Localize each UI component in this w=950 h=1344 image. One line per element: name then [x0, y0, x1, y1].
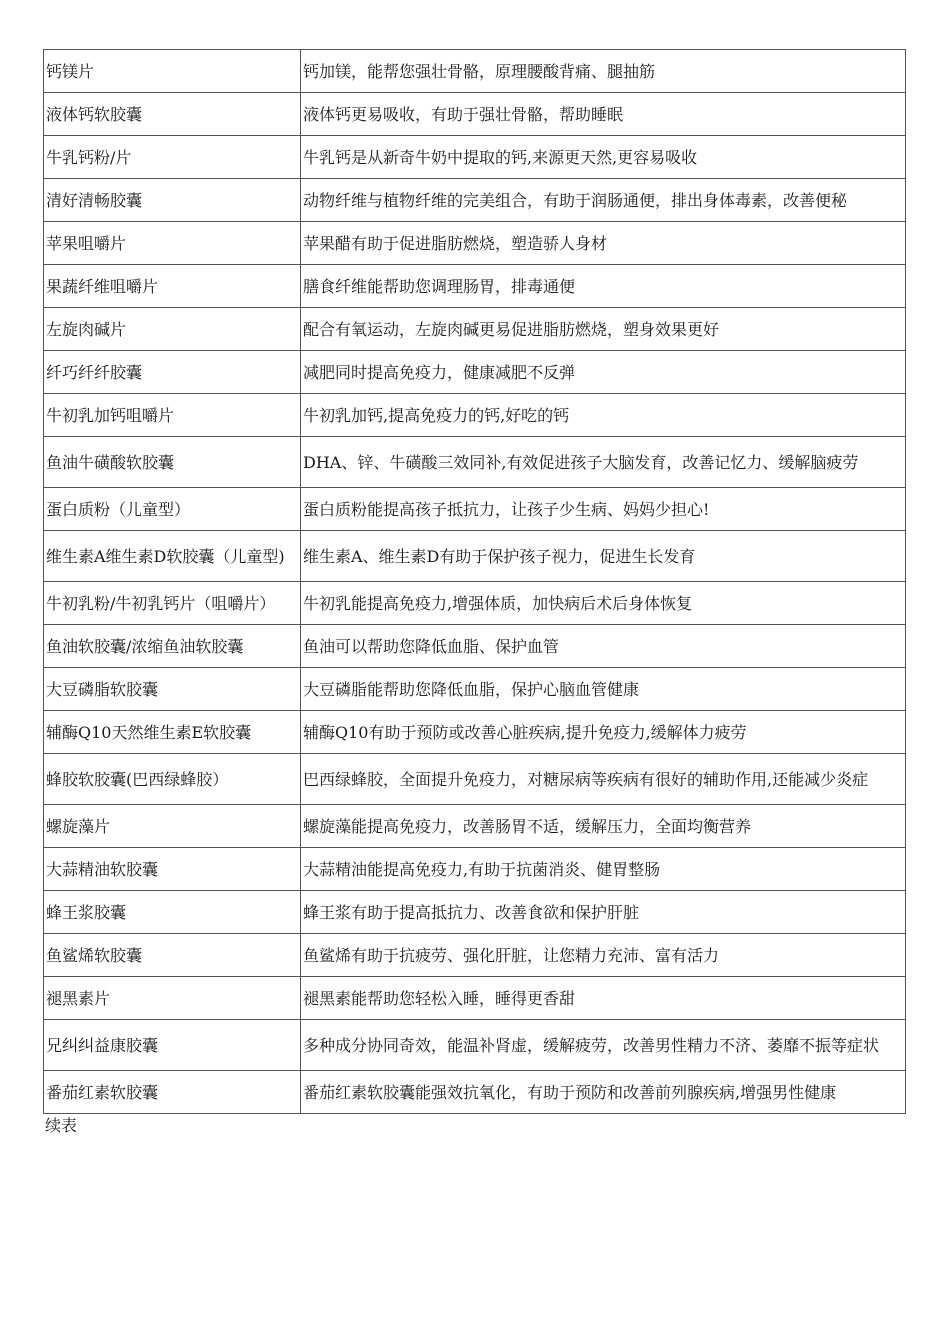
- table-row: [44, 625, 906, 668]
- table-row: [44, 891, 906, 934]
- product-name-cell: 苹果咀嚼片: [44, 222, 301, 265]
- table-row: [44, 934, 906, 977]
- product-description-cell: 膳食纤维能帮助您调理肠胃，排毒通便: [301, 265, 906, 308]
- product-name-cell: 辅酶Q10天然维生素E软胶囊: [44, 711, 301, 754]
- product-table-body: [44, 50, 906, 1114]
- product-name-cell: 蛋白质粉（儿童型）: [44, 488, 301, 531]
- product-description-cell: 液体钙更易吸收，有助于强壮骨骼，帮助睡眠: [301, 93, 906, 136]
- product-description-cell: 蜂王浆有助于提高抵抗力、改善食欲和保护肝脏: [301, 891, 906, 934]
- product-description-cell: 配合有氧运动，左旋肉碱更易促进脂肪燃烧，塑身效果更好: [301, 308, 906, 351]
- table-row: [44, 50, 906, 93]
- product-name-cell: 褪黑素片: [44, 977, 301, 1020]
- product-name-cell: 蜂王浆胶囊: [44, 891, 301, 934]
- table-row: [44, 1071, 906, 1114]
- product-name-cell: 牛乳钙粉/片: [44, 136, 301, 179]
- product-name-cell: 鱼油软胶囊/浓缩鱼油软胶囊: [44, 625, 301, 668]
- product-description-cell: 减肥同时提高免疫力，健康减肥不反弹: [301, 351, 906, 394]
- product-name-cell: 维生素A维生素D软胶囊（儿童型): [44, 531, 301, 582]
- product-name-cell: 果蔬纤维咀嚼片: [44, 265, 301, 308]
- table-row: [44, 179, 906, 222]
- table-row: [44, 93, 906, 136]
- table-row: [44, 222, 906, 265]
- product-name-cell: 大豆磷脂软胶囊: [44, 668, 301, 711]
- product-description-cell: 多种成分协同奇效，能温补肾虚，缓解疲劳，改善男性精力不济、萎靡不振等症状: [301, 1020, 906, 1071]
- product-name-cell: 钙镁片: [44, 50, 301, 93]
- product-name-cell: 鱼油牛磺酸软胶囊: [44, 437, 301, 488]
- product-description-cell: 辅酶Q10有助于预防或改善心脏疾病,提升免疫力,缓解体力疲劳: [301, 711, 906, 754]
- product-description-cell: 钙加镁，能帮您强壮骨骼，原理腰酸背痛、腿抽筋: [301, 50, 906, 93]
- product-description-cell: 动物纤维与植物纤维的完美组合，有助于润肠通便，排出身体毒素，改善便秘: [301, 179, 906, 222]
- product-description-cell: 牛初乳加钙,提高免疫力的钙,好吃的钙: [301, 394, 906, 437]
- product-description-cell: DHA、锌、牛磺酸三效同补,有效促进孩子大脑发育，改善记忆力、缓解脑疲劳: [301, 437, 906, 488]
- product-name-cell: 牛初乳粉/牛初乳钙片（咀嚼片）: [44, 582, 301, 625]
- table-row: [44, 351, 906, 394]
- product-name-cell: 液体钙软胶囊: [44, 93, 301, 136]
- product-description-cell: 褪黑素能帮助您轻松入睡，睡得更香甜: [301, 977, 906, 1020]
- product-description-cell: 鱼鲨烯有助于抗疲劳、强化肝脏，让您精力充沛、富有活力: [301, 934, 906, 977]
- product-description-cell: 大豆磷脂能帮助您降低血脂，保护心脑血管健康: [301, 668, 906, 711]
- product-name-cell: 蜂胶软胶囊(巴西绿蜂胶）: [44, 754, 301, 805]
- table-row: [44, 488, 906, 531]
- table-row: [44, 394, 906, 437]
- product-name-cell: 左旋肉碱片: [44, 308, 301, 351]
- product-name-cell: 清好清畅胶囊: [44, 179, 301, 222]
- product-description-cell: 维生素A、维生素D有助于保护孩子视力，促进生长发育: [301, 531, 906, 582]
- product-name-cell: 番茄红素软胶囊: [44, 1071, 301, 1114]
- product-description-cell: 鱼油可以帮助您降低血脂、保护血管: [301, 625, 906, 668]
- table-row: [44, 754, 906, 805]
- continued-note: 续表: [45, 1116, 78, 1135]
- table-row: [44, 805, 906, 848]
- table-row: [44, 136, 906, 179]
- table-row: [44, 582, 906, 625]
- table-row: [44, 437, 906, 488]
- table-row: [44, 668, 906, 711]
- product-description-cell: 螺旋藻能提高免疫力，改善肠胃不适，缓解压力，全面均衡营养: [301, 805, 906, 848]
- product-name-cell: 螺旋藻片: [44, 805, 301, 848]
- product-name-cell: 牛初乳加钙咀嚼片: [44, 394, 301, 437]
- table-row: [44, 308, 906, 351]
- product-name-cell: 大蒜精油软胶囊: [44, 848, 301, 891]
- product-description-cell: 苹果醋有助于促进脂肪燃烧，塑造骄人身材: [301, 222, 906, 265]
- table-row: [44, 977, 906, 1020]
- product-description-cell: 蛋白质粉能提高孩子抵抗力，让孩子少生病、妈妈少担心!: [301, 488, 906, 531]
- table-row: [44, 711, 906, 754]
- product-name-cell: 鱼鲨烯软胶囊: [44, 934, 301, 977]
- product-description-cell: 巴西绿蜂胶，全面提升免疫力，对糖尿病等疾病有很好的辅助作用,还能减少炎症: [301, 754, 906, 805]
- product-description-cell: 大蒜精油能提高免疫力,有助于抗菌消炎、健胃整肠: [301, 848, 906, 891]
- table-row: [44, 531, 906, 582]
- product-name-cell: 纤巧纤纤胶囊: [44, 351, 301, 394]
- product-description-cell: 牛乳钙是从新奇牛奶中提取的钙,来源更天然,更容易吸收: [301, 136, 906, 179]
- product-description-cell: 番茄红素软胶囊能强效抗氧化，有助于预防和改善前列腺疾病,增强男性健康: [301, 1071, 906, 1114]
- product-table: [43, 49, 906, 1114]
- table-row: [44, 848, 906, 891]
- table-row: [44, 265, 906, 308]
- product-name-cell: 兄纠纠益康胶囊: [44, 1020, 301, 1071]
- product-description-cell: 牛初乳能提高免疫力,增强体质，加快病后术后身体恢复: [301, 582, 906, 625]
- table-row: [44, 1020, 906, 1071]
